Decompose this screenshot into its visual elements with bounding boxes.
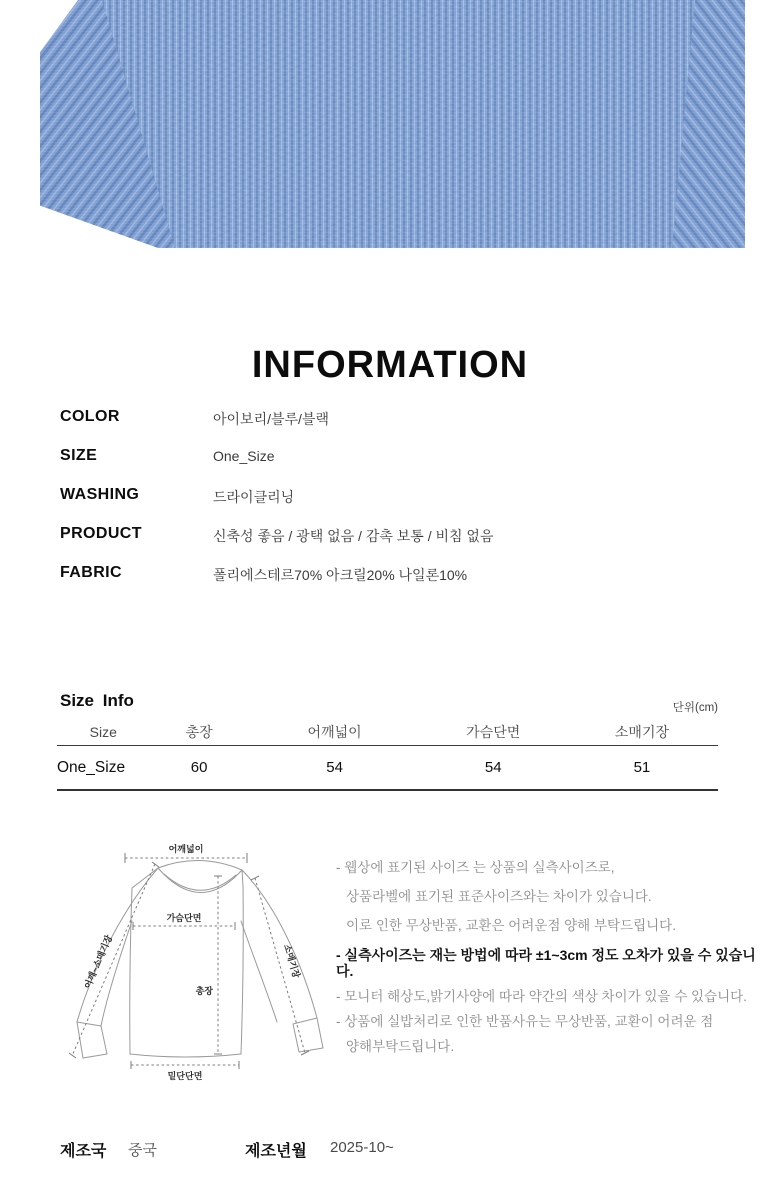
information-title: INFORMATION — [251, 344, 529, 386]
manufacture-country-label: 제조국 — [60, 1143, 107, 1160]
garment-measurement-diagram — [55, 826, 345, 1116]
unit-label: 단위(cm) — [672, 702, 718, 714]
info-value: One_Size — [213, 448, 275, 464]
column-header-shoulder: 어깨넓이 — [307, 724, 362, 740]
diagram-label-shoulder-width: 어깨넓이 — [168, 844, 204, 854]
info-label: COLOR — [60, 408, 120, 425]
info-row-washing — [60, 486, 720, 525]
size-info-heading: Size Info — [60, 691, 134, 710]
note-line: - 상품에 실밥처리로 인한 반품사유는 무상반품, 교환이 어려운 점 — [336, 1014, 714, 1029]
cell-chest: 54 — [484, 759, 502, 776]
info-label: PRODUCT — [60, 525, 142, 542]
info-row-color — [60, 408, 720, 447]
note-line: 양해부탁드립니다. — [346, 1039, 455, 1054]
measurement-lines — [69, 853, 309, 1069]
size-table-header — [57, 720, 718, 744]
cell-size-name: One_Size — [57, 758, 126, 776]
info-value: 드라이클리닝 — [213, 489, 295, 505]
info-value: 아이보리/블루/블랙 — [213, 411, 329, 427]
diagram-label-total-length: 총장 — [195, 986, 213, 996]
note-line-emphasized: - 실측사이즈는 재는 방법에 따라 ±1~3cm 정도 오차가 있을 수 있습니다. — [336, 947, 756, 979]
diagram-label-chest-width: 가슴단면 — [166, 913, 202, 923]
info-value: 신축성 좋음 / 광택 없음 / 감촉 보통 / 비침 없음 — [213, 528, 494, 544]
column-header-chest: 가슴단면 — [466, 724, 521, 740]
diagram-label-hem-width: 밑단단면 — [167, 1071, 203, 1081]
cell-total-length: 60 — [190, 759, 208, 776]
column-header-size: Size — [89, 724, 117, 740]
cell-shoulder: 54 — [326, 759, 343, 776]
info-row-product — [60, 525, 720, 564]
note-line: 이로 인한 무상반품, 교환은 어려운점 양해 부탁드립니다. — [346, 918, 676, 933]
diagram-label-sleeve-length: 소매기장 — [282, 943, 302, 980]
manufacture-country-value: 중국 — [128, 1142, 157, 1159]
size-table — [57, 720, 718, 791]
info-value: 폴리에스테르70% 아크릴20% 나일론10% — [213, 567, 468, 583]
table-row — [57, 746, 718, 789]
table-divider-bottom — [57, 789, 718, 791]
product-photo — [40, 0, 745, 248]
column-header-total-length: 총장 — [185, 724, 213, 740]
manufacture-date-label: 제조년월 — [245, 1143, 307, 1160]
info-label: WASHING — [60, 486, 140, 503]
diagram-label-shoulder-to-sleeve: 어깨~소매기장 — [82, 933, 115, 991]
cell-sleeve: 51 — [633, 759, 651, 776]
note-line: 상품라벨에 표기된 표준사이즈와는 차이가 있습니다. — [346, 889, 652, 904]
info-row-size — [60, 447, 720, 486]
info-row-fabric — [60, 564, 720, 603]
info-label: FABRIC — [60, 564, 122, 581]
information-rows — [60, 408, 720, 603]
column-header-sleeve: 소매기장 — [614, 724, 669, 740]
note-line: - 웹상에 표기된 사이즈 는 상품의 실측사이즈로, — [336, 860, 615, 875]
note-line: - 모니터 해상도,밝기사양에 따라 약간의 색상 차이가 있을 수 있습니다. — [336, 989, 747, 1004]
manufacture-date-value: 2025-10~ — [330, 1139, 394, 1156]
info-label: SIZE — [60, 447, 98, 464]
size-notes — [336, 860, 756, 1068]
